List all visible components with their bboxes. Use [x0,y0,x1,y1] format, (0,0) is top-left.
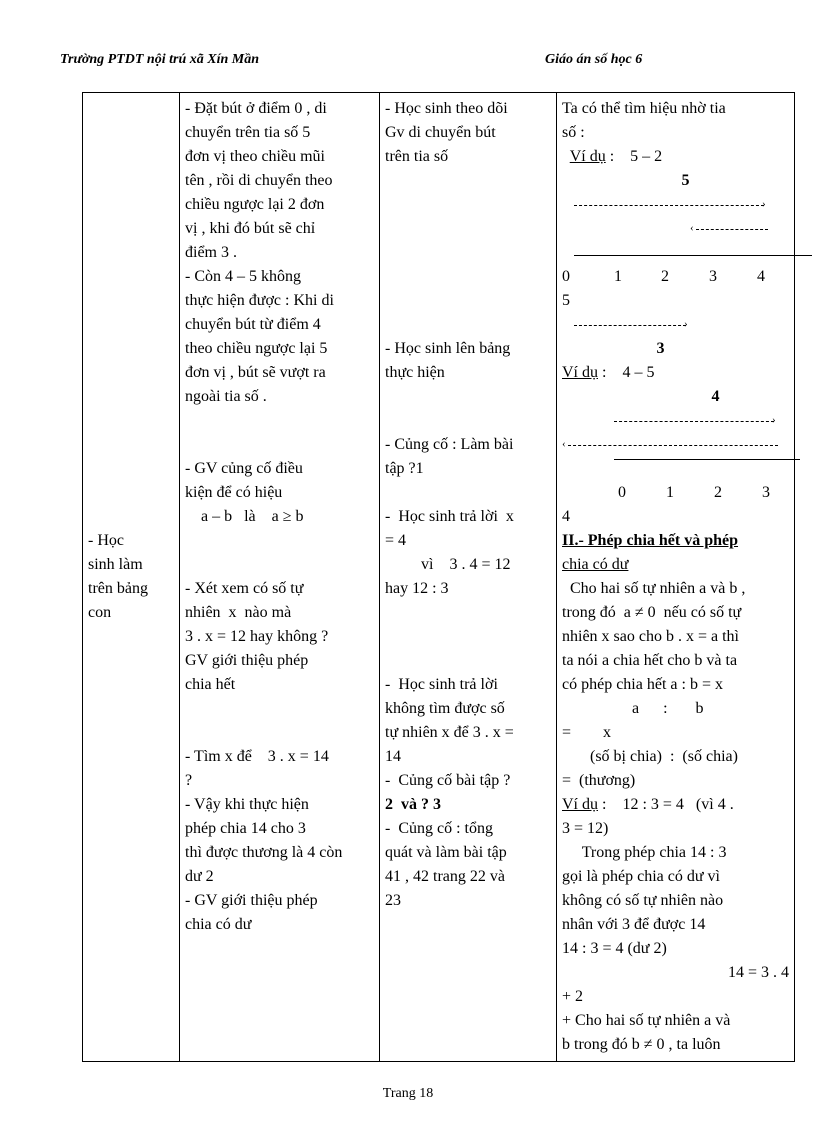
col4-line: trong đó a ≠ 0 nếu có số tự [562,604,742,621]
col2-line: đơn vị , bút sẽ vượt ra [185,364,326,381]
col2-line: thực hiện được : Khi di [185,292,334,309]
col1-line: trên bảng [88,580,148,597]
col4-line: không có số tự nhiên nào [562,892,724,909]
col4-line: Trong phép chia 14 : 3 [562,844,727,861]
number-line-ticks [562,265,789,289]
col2-line: điểm 3 . [185,244,237,261]
lesson-content-cell [557,93,795,1062]
col3-line: không tìm được số [385,700,505,717]
subject-header: Giáo án số học 6 [545,52,643,67]
number-line-arrow: › [562,193,789,217]
col2-line: - Tìm x để 3 . x = 14 [185,748,329,765]
col3-line: - Củng cố bài tập ? [385,772,511,789]
col4-line: 4 [562,508,570,525]
col2-line: tên , rồi di chuyển theo [185,172,333,189]
number-line-arrow: › [562,409,789,433]
col3-line: 23 [385,892,401,909]
col3-line: - Củng cố : Làm bài [385,436,514,453]
col2-line: - GV giới thiệu phép [185,892,318,909]
col2-line: a – b là a ≥ b [185,508,304,525]
col3-line: thực hiện [385,364,445,381]
col2-line: - Xét xem có số tự [185,580,304,597]
col2-line: - Vậy khi thực hiện [185,796,309,813]
school-header: Trường PTDT nội trú xã Xín Mần [60,52,259,67]
col3-line: 14 [385,748,401,765]
col2-line: - Còn 4 – 5 không [185,268,301,285]
tick-label: 0 [562,268,570,285]
col3-line: trên tia số [385,148,449,165]
equation: + 2 [562,988,584,1005]
col3-line: tập ?1 [385,460,424,477]
col3-line: vì 3 . 4 = 12 [385,556,511,573]
col4-line: Cho hai số tự nhiên a và b , [562,580,746,597]
col3-line: Gv di chuyển bút [385,124,496,141]
example-label: Ví dụ [569,148,606,165]
col3-line: - Học sinh trả lời [385,676,498,693]
number-line-result: 3 [656,340,665,357]
col1-line: sinh làm [88,556,143,573]
number-line-axis [562,457,789,481]
section-title: chia có dư [562,556,629,573]
number-line-arrow: › [562,313,789,337]
col2-line: chia có dư [185,916,252,933]
teacher-activity-cell [180,93,380,1062]
example-label: Ví dụ [562,796,598,813]
col3-line: 2 và ? 3 [385,796,441,813]
example-expr: : 12 : 3 = 4 (vì 4 . [598,796,734,813]
col2-line: ? [185,772,193,789]
col2-line: đơn vị theo chiều mũi [185,148,325,165]
col4-line: nhân với 3 để được 14 [562,916,706,933]
col2-line: thì được thương là 4 còn [185,844,343,861]
col3-line: = 4 [385,532,407,549]
col4-line: số : [562,124,585,141]
col2-line: chiều ngược lại 2 đơn [185,196,325,213]
example-expr: : 5 – 2 [605,148,663,165]
col3-line: hay 12 : 3 [385,580,449,597]
equation: = (thương) [562,772,636,789]
col4-line: + Cho hai số tự nhiên a và [562,1012,731,1029]
number-line-arrow-back: ‹ [562,217,789,241]
equation: = x [562,724,612,741]
col4-line: 3 = 12) [562,820,609,837]
col3-line: - Học sinh theo dõi [385,100,508,117]
page-number: Trang 18 [382,1086,434,1101]
example-label: Ví dụ [562,364,598,381]
tick-label: 1 [614,268,622,285]
col2-line: chia hết [185,676,236,693]
col3-line: tự nhiên x để 3 . x = [385,724,514,741]
col4-line: b trong đó b ≠ 0 , ta luôn [562,1036,721,1053]
col2-line: vị , khi đó bút sẽ chỉ [185,220,316,237]
equation: (số bị chia) : (số chia) [590,748,738,765]
col2-line: - GV củng cố điều [185,460,303,477]
col3-line: - Củng cố : tổng [385,820,493,837]
tick-label: 4 [757,268,765,285]
section-title: II.- Phép chia hết và phép [562,532,739,549]
col3-line: - Học sinh trả lời x [385,508,514,525]
col4-line: Ta có thể tìm hiệu nhờ tia [562,100,726,117]
col3-line: 41 , 42 trang 22 và [385,868,505,885]
student-response-cell [380,93,557,1062]
number-line-arrow-back: ‹ [562,433,789,457]
tick-label: 3 [709,268,717,285]
number-line-label: 5 [681,172,690,189]
col2-line: dư 2 [185,868,214,885]
number-line-label: 4 [711,388,720,405]
equation: 14 = 3 . 4 [727,964,789,981]
col2-line: 3 . x = 12 hay không ? [185,628,329,645]
lesson-table [82,92,795,1062]
example-1 [562,145,789,169]
number-line-axis [562,241,789,265]
col4-line: 14 : 3 = 4 (dư 2) [562,940,667,957]
col3-line: quát và làm bài tập [385,844,507,861]
tick-label: 3 [762,484,770,501]
col4-line: nhiên x sao cho b . x = a thì [562,628,739,645]
example-expr: : 4 – 5 [598,364,655,381]
col2-line: kiện để có hiệu [185,484,283,501]
col1-line: con [88,604,112,621]
col2-line: ngoài tia số . [185,388,267,405]
col2-line: theo chiều ngược lại 5 [185,340,328,357]
col4-line: có phép chia hết a : b = x [562,676,723,693]
tick-label: 2 [714,484,722,501]
col2-line: - Đặt bút ở điểm 0 , di [185,100,327,117]
tick-label: 2 [661,268,669,285]
col2-line: GV giới thiệu phép [185,652,309,669]
number-line-ticks [562,481,789,505]
example-2 [562,361,789,385]
col4-line: ta nói a chia hết cho b và ta [562,652,738,669]
equation: a : b [632,700,704,717]
col1-line: - Học [88,532,124,549]
col2-line: chuyển bút từ điểm 4 [185,316,321,333]
example-3 [562,793,789,817]
tick-label: 0 [618,484,626,501]
col3-line: - Học sinh lên bảng [385,340,511,357]
col2-line: phép chia 14 cho 3 [185,820,306,837]
col2-line: chuyển trên tia số 5 [185,124,311,141]
student-activity-cell [83,93,180,1062]
col4-line: gọi là phép chia có dư vì [562,868,720,885]
col2-line: nhiên x nào mà [185,604,292,621]
col4-line: 5 [562,292,570,309]
tick-label: 1 [666,484,674,501]
